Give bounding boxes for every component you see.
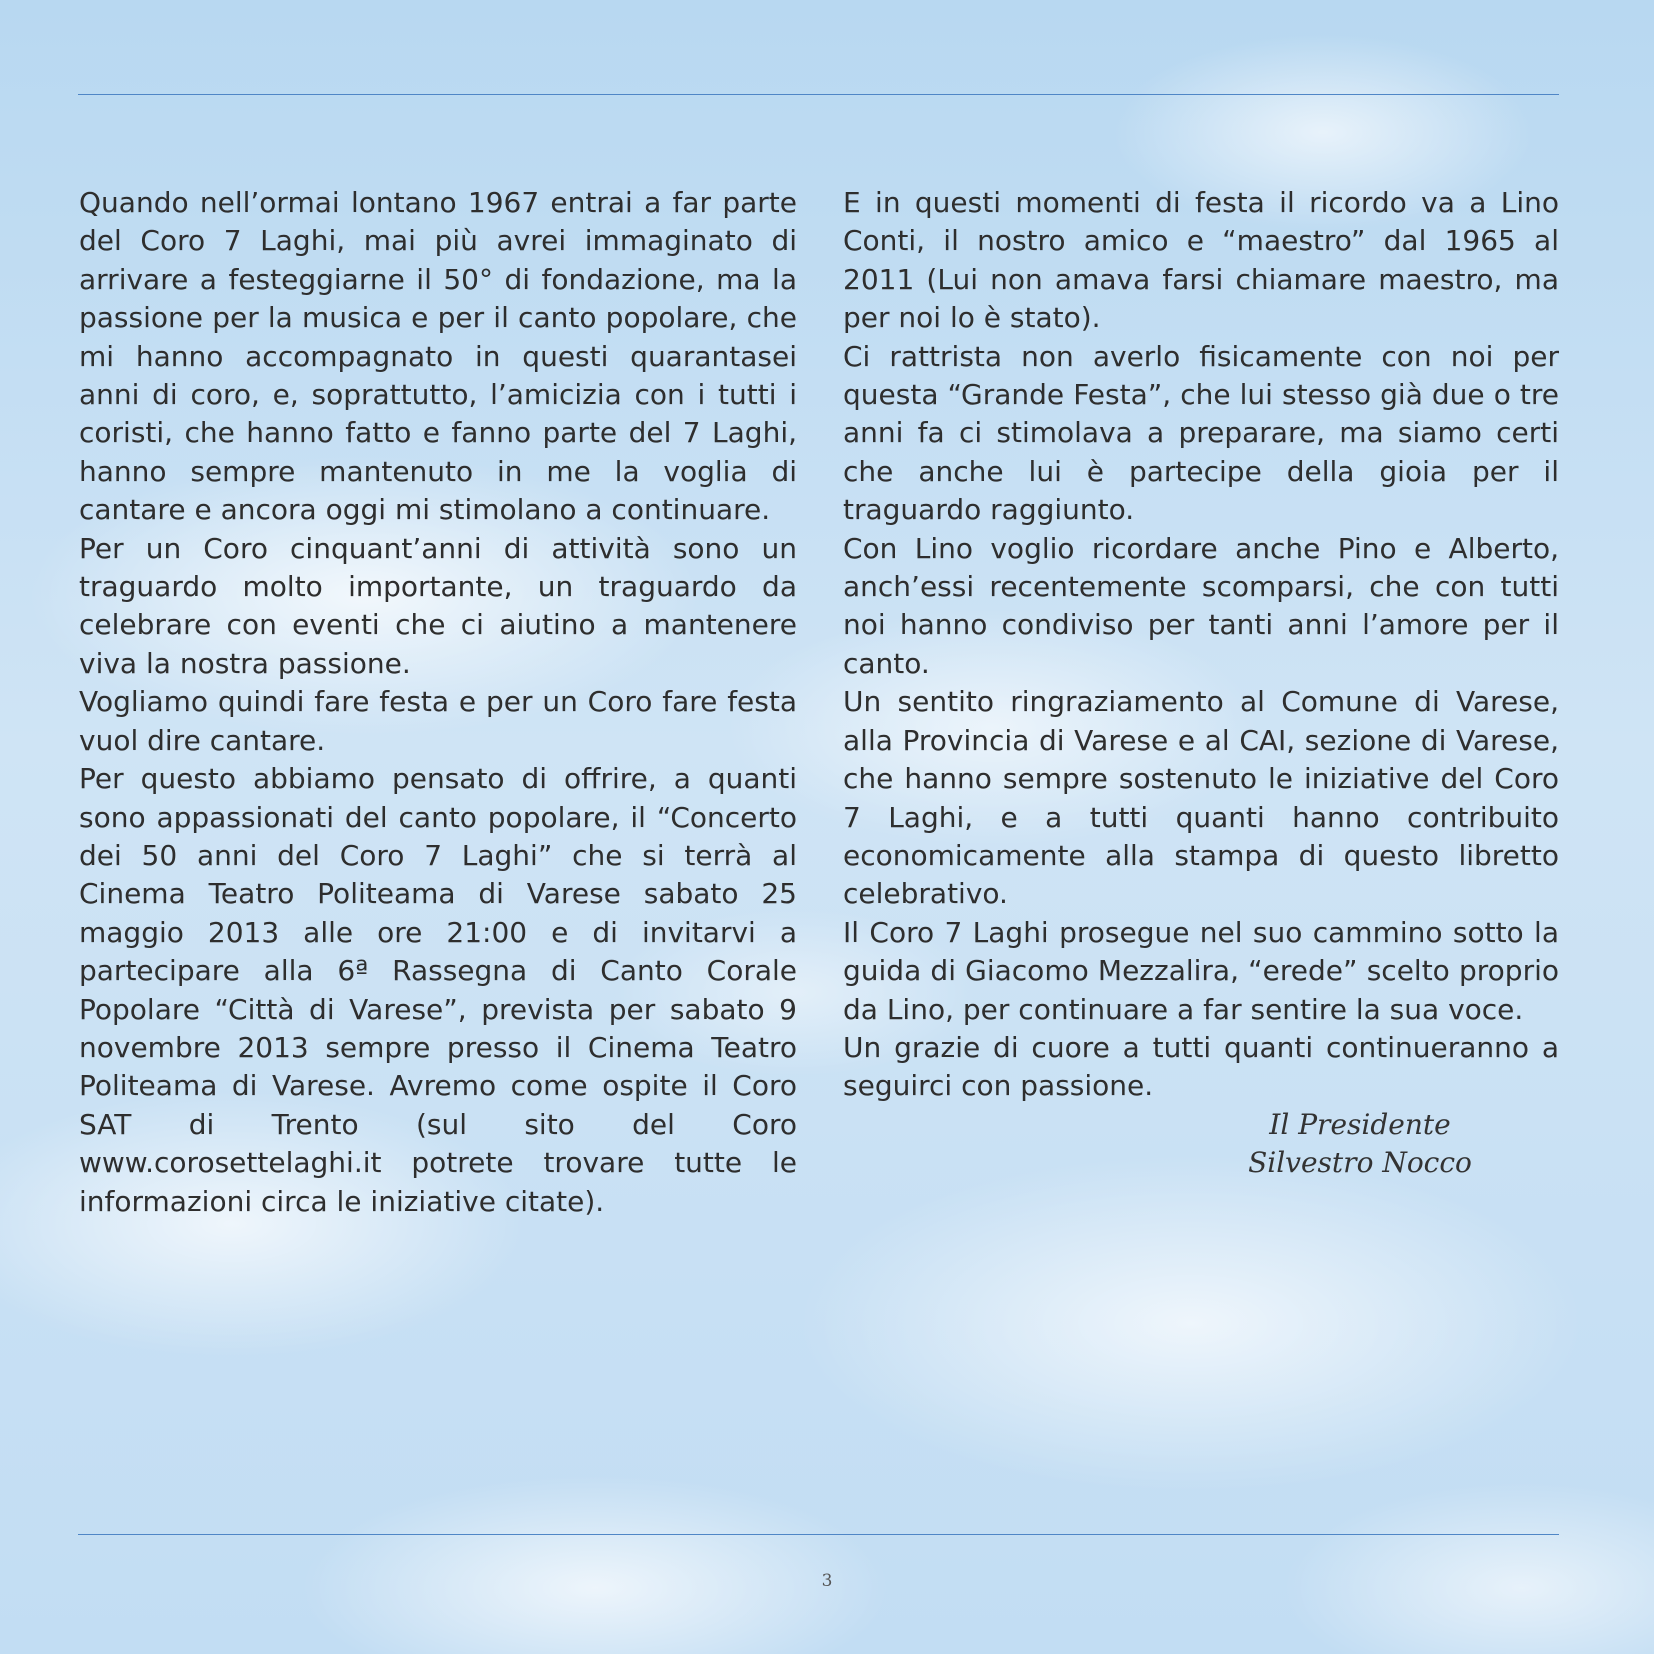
- paragraph: Con Lino voglio ricordare anche Pino e Alberto, anch’essi recentemente scomparsi, che con tutti noi hanno condiviso per tanti anni l’amore per il canto.: [843, 531, 1559, 680]
- paragraph: Per questo abbiamo pensato di offrire, a quanti sono appassionati del canto popolare, il “Concerto dei 50 anni del Coro 7 Laghi” che si terrà al Cinema Teatro Politeama di Varese sabato 25 maggio 2013 alle ore 21:00 e di invitarvi a partecipare alla 6ª Rassegna di Canto Corale Popolare “Città di Varese”, prevista per sabato 9 novembre 2013 sempre presso il Cinema Teatro Politeama di Varese. Avremo come ospite il Coro SAT di Trento (sul sito del Coro www.corosettelaghi.it potrete trovare tutte le informazioni circa le iniziative citate).: [79, 762, 797, 1218]
- signature-role: Il Presidente: [1269, 1108, 1451, 1141]
- paragraph: Un grazie di cuore a tutti quanti continueranno a seguirci con passione.: [843, 1030, 1559, 1103]
- paragraph: E in questi momenti di festa il ricordo va a Lino Conti, il nostro amico e “maestro” dal 1965 al 2011 (Lui non amava farsi chiamare maestro, ma per noi lo è stato).: [843, 186, 1559, 335]
- left-text-column: [79, 184, 797, 1221]
- top-divider: [78, 94, 1559, 95]
- signature-name: Silvestro Nocco: [1248, 1146, 1472, 1179]
- bottom-divider: [78, 1534, 1559, 1535]
- right-text-column: [843, 184, 1559, 1106]
- paragraph: Un sentito ringraziamento al Comune di Varese, alla Provincia di Varese e al CAI, sezione di Varese, che hanno sempre sostenuto le iniziative del Coro 7 Laghi, e a tutti quanti hanno contribuito economicamente alla stampa di questo libretto celebrativo.: [843, 685, 1559, 911]
- paragraph: Ci rattrista non averlo fisicamente con noi per questa “Grande Festa”, che lui stesso già due o tre anni fa ci stimolava a preparare, ma siamo certi che anche lui è partecipe della gioia per il traguardo raggiunto.: [843, 339, 1559, 527]
- paragraph: Il Coro 7 Laghi prosegue nel suo cammino sotto la guida di Giacomo Mezzalira, “erede” scelto proprio da Lino, per continuare a far sentire la sua voce.: [843, 915, 1559, 1026]
- paragraph: Per un Coro cinquant’anni di attività sono un traguardo molto importante, un traguardo da celebrare con eventi che ci aiutino a mantenere viva la nostra passione.: [79, 531, 797, 680]
- paragraph: Quando nell’ormai lontano 1967 entrai a far parte del Coro 7 Laghi, mai più avrei immaginato di arrivare a festeggiarne il 50° di fondazione, ma la passione per la musica e per il canto popolare, che mi hanno accompagnato in questi quarantasei anni di coro, e, soprattutto, l’amicizia con i tutti i coristi, che hanno fatto e fanno parte del 7 Laghi, hanno sempre mantenuto in me la voglia di cantare e ancora oggi mi stimolano a continuare.: [79, 186, 797, 527]
- signature-block: [1160, 1106, 1560, 1182]
- page-number: 3: [821, 1571, 833, 1591]
- paragraph: Vogliamo quindi fare festa e per un Coro fare festa vuol dire cantare.: [79, 685, 797, 757]
